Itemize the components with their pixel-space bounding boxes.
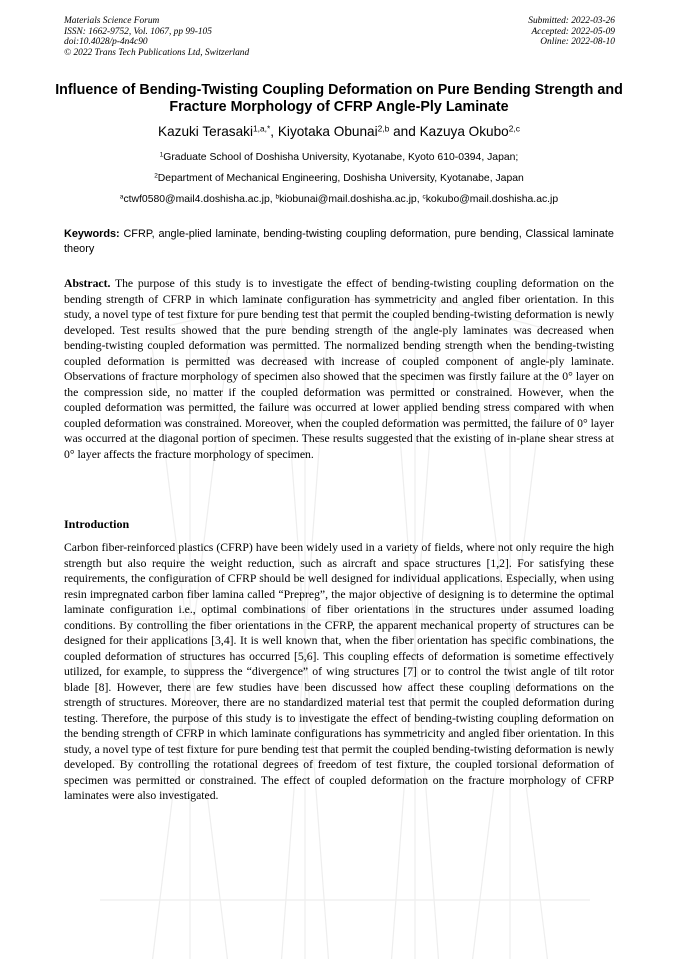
introduction-heading: Introduction (64, 517, 130, 531)
submission-dates (528, 16, 615, 48)
affiliation-text: Graduate School of Doshisha University, Kyotanabe, Kyoto 610-0394, Japan; (163, 152, 519, 163)
author-affiliation-sup: 1,a,* (252, 123, 271, 134)
journal-doi: doi:10.4028/p-4n4c90 (64, 37, 148, 48)
author-name: Kiyotaka Obunai (277, 124, 378, 139)
accepted-date: Accepted: 2022-05-09 (531, 26, 615, 37)
email-sup: c (422, 193, 426, 201)
email-sup: a (119, 193, 124, 201)
keywords-text: CFRP, angle-plied laminate, bending-twisting coupling deformation, pure bending, Classical laminate theory (64, 228, 614, 255)
keywords-label: Keywords: (64, 228, 120, 240)
affiliation-sup: 2 (154, 172, 158, 180)
author-list (40, 123, 638, 141)
affiliation-2 (40, 172, 638, 185)
email-link[interactable]: kokubo@mail.doshisha.ac.jp (425, 194, 559, 205)
online-date: Online: 2022-08-10 (540, 37, 615, 48)
email-sup: b (275, 193, 280, 201)
author-separator: and (389, 124, 420, 139)
author-affiliation-sup: 2,c (508, 123, 520, 134)
email-list (40, 193, 638, 206)
email-link[interactable]: kiobunai@mail.doshisha.ac.jp (279, 194, 417, 205)
affiliation-sup: 1 (159, 151, 164, 159)
journal-copyright: © 2022 Trans Tech Publications Ltd, Switzerland (64, 47, 250, 58)
journal-info (64, 16, 249, 58)
affiliation-1 (40, 151, 638, 164)
affiliation-text: Department of Mechanical Engineering, Doshisha University, Kyotanabe, Japan (157, 173, 524, 184)
paper-title: Influence of Bending-Twisting Coupling Deformation on Pure Bending Strength and Fracture Morphology of CFRP Angle-Ply Laminate (55, 82, 623, 115)
abstract-text: The purpose of this study is to investigate the effect of bending-twisting coupling deformation on the bending strength of CFRP in which laminate configuration has symmetricity and angled fiber orientation. In this study, a novel type of test fixture for pure bending test that permit the coupled bending-twisting deformation is newly developed. Test results showed that the pure bending strength of the angle-ply laminates was decreased when bending-twisting coupled deformation was permitted. The normalized bending strength when the bending-twisting coupled deformation is permitted was decreased with increase of coupled component of angle-ply laminate. Observations of fracture morphology of specimen also showed that the specimen was firstly failure at the 0° layer on the compression side, no matter if the coupled deformation was permitted or constrained. However, when the coupled deformation was permitted, the failure was occurred at lower applied bending stress compared with when coupled deformation was constrained. Moreover, when the coupled deformation was permitted, the failure of 0° layer was occurred at the diagonal portion of specimen. These results suggested that the existing of in-plane shear stress at 0° layer affects the fracture morphology of specimen. (64, 277, 614, 461)
submitted-date: Submitted: 2022-03-26 (528, 16, 615, 26)
journal-name: Materials Science Forum (64, 16, 160, 26)
author-name: Kazuki Terasaki (158, 124, 253, 139)
introduction-text: Carbon fiber-reinforced plastics (CFRP) have been widely used in a variety of fields, where not only require the high strength but also require the weight reduction, such as aircraft and space structures [1,2]. For satisfying these requirements, the configuration of CFRP should be well designed for individual applications. Especially, when using resin impregnated carbon fiber lamina called “Prepreg”, the major objective of designing is to determine the optimal laminate configuration i.e., optimal combinations of fiber orientations in the structures under assumed loading conditions. By controlling the fiber orientations in the CFRP, the apparent mechanical property of structures can be designed for their applications [3,4]. It is well known that, when the fiber orientation has specific combinations, the coupled deformation of structures has occurred [5,6]. This coupling effects of deformation is sometime effectively utilized, for example, to suppress the “divergence” of wing structures [7] or to control the twist angle of tilt rotor blade [8]. However, there are few studies have been discussed how affect these coupling deformations on the strength of structures. Moreover, there are no standardized material test that permit the coupled deformation during testing. Therefore, the purpose of this study is to investigate the effect of bending-twisting coupling deformation on the bending strength of CFRP in which laminate configurations has symmetricity and angled fiber orientation. In this study, a novel type of test fixture for pure bending test that permit the coupled bending-twisting deformation is newly developed. By controlling the rotational degrees of freedom of test fixture, the coupled torsional deformation of specimen was permitted or constrained. The effect of coupled deformation on the fracture morphology of CFRP laminates were also investigated. (64, 541, 614, 802)
author-separator: , (270, 124, 278, 139)
author-name: Kazuya Okubo (419, 124, 509, 139)
journal-issn: ISSN: 1662-9752, Vol. 1067, pp 99-105 (64, 26, 212, 37)
keywords-section (64, 227, 614, 256)
email-link[interactable]: ctwf0580@mail4.doshisha.ac.jp (123, 194, 270, 205)
abstract-label: Abstract. (64, 277, 111, 290)
abstract-section (64, 276, 614, 462)
author-affiliation-sup: 2,b (377, 123, 390, 134)
email-separator: , (269, 194, 276, 205)
email-separator: , (416, 194, 423, 205)
